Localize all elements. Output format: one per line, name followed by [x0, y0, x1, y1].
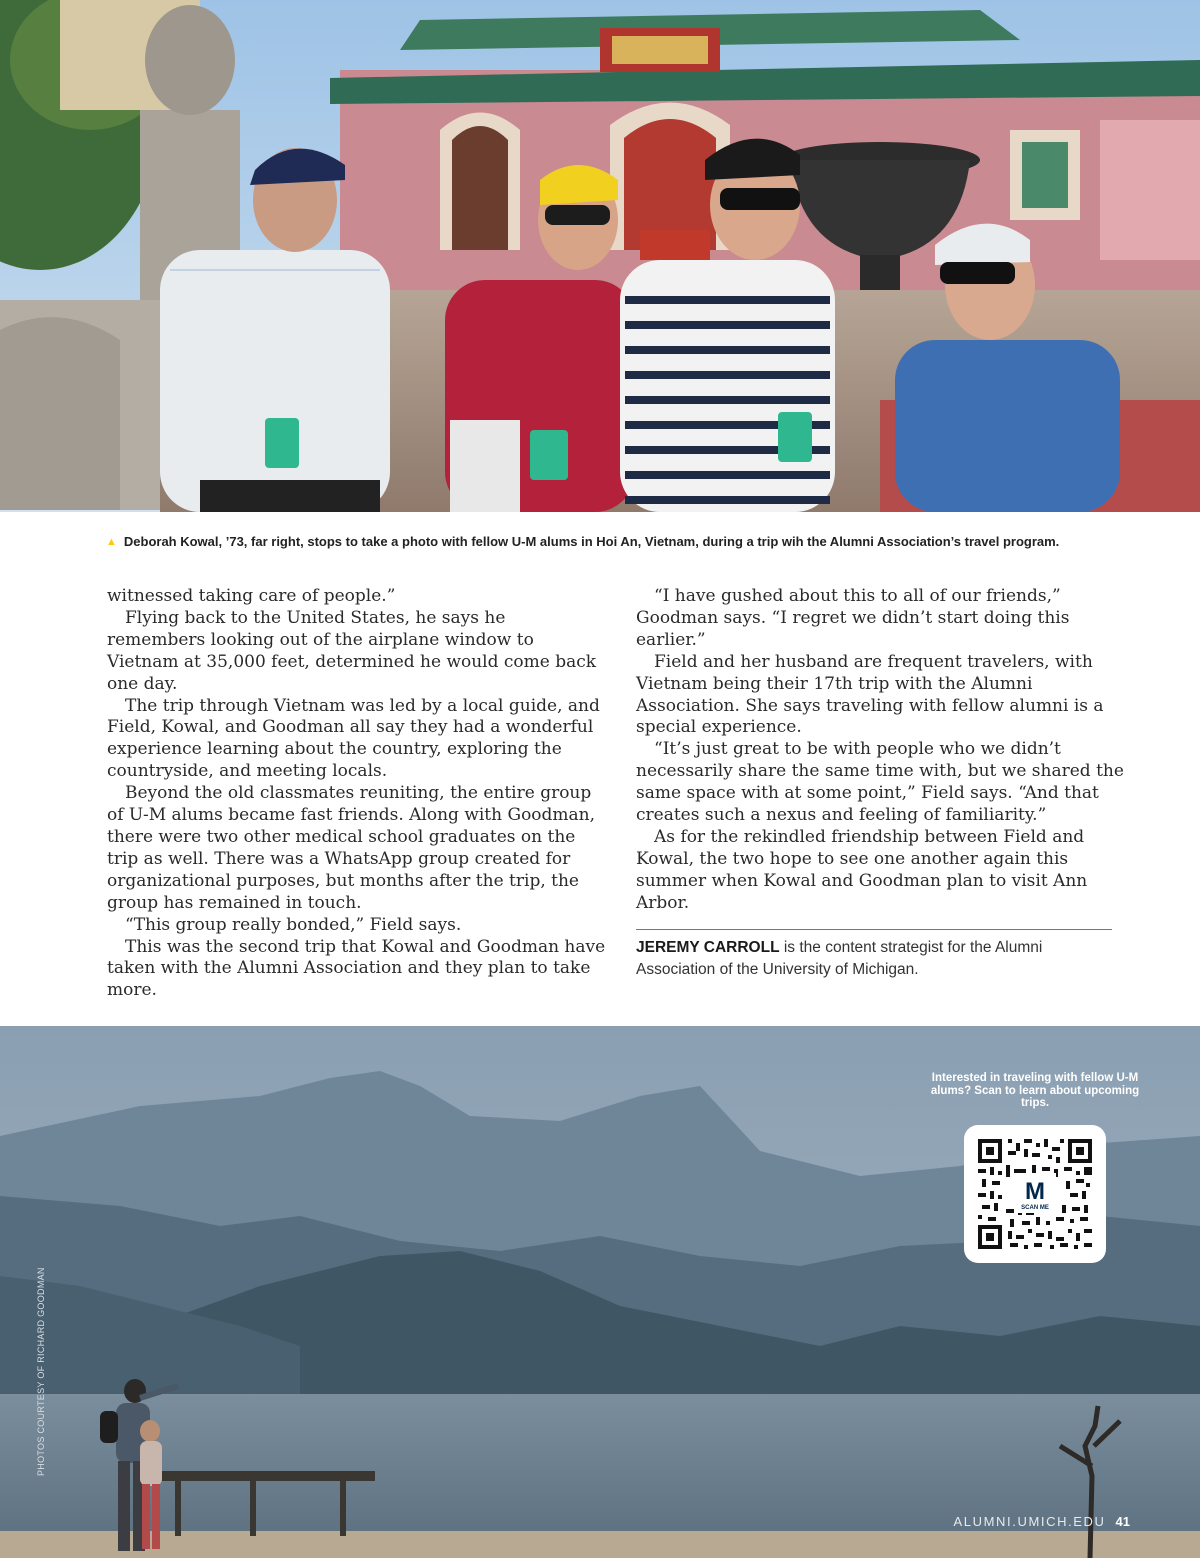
- article-paragraph: As for the rekindled friendship between Field and Kowal, the two hope to see one another again this summer when Kowal and Goodman plan to visit Ann Arbor.: [636, 826, 1088, 913]
- article-paragraph: The trip through Vietnam was led by a local guide, and Field, Kowal, and Goodman all say they had a wonderful experience learning about the country, exploring the countryside, and meeting locals.: [107, 695, 600, 782]
- qr-code-card[interactable]: [964, 1125, 1106, 1263]
- caption-triangle-icon: ▲: [106, 536, 117, 548]
- footer-site: ALUMNI.UMICH.EDU: [953, 1514, 1106, 1529]
- page-footer: [954, 1514, 1130, 1529]
- article-paragraph: Flying back to the United States, he says he remembers looking out of the airplane window to Vietnam at 35,000 feet, determined he would come back one day.: [107, 607, 597, 694]
- author-name: JEREMY CARROLL: [636, 939, 780, 956]
- qr-scan-label: SCAN ME: [1021, 1205, 1049, 1211]
- article-paragraph: Field and her husband are frequent travelers, with Vietnam being their 17th trip with the Alumni Association. She says traveling with fellow alumni is a special experience.: [636, 651, 1104, 738]
- page-number: 41: [1115, 1514, 1130, 1529]
- photo-caption: [106, 534, 1116, 549]
- article-paragraph: Beyond the old classmates reuniting, the entire group of U-M alums became fast friends. Along with Goodman, there were two other medical school graduates on the trip as well. There was a WhatsApp group created for organizational purposes, but months after the trip, the group has remained in touch.: [107, 783, 596, 913]
- article-paragraph: “This group really bonded,” Field says.: [125, 914, 462, 935]
- article-paragraph: “It’s just great to be with people who we didn’t necessarily share the same time with, but we shared the same space with at some point,” Field says. “And that creates such a nexus and feeling of familiarity.”: [636, 739, 1124, 826]
- author-bio-text: is the content strategist for the Alumni Association of the University of Michigan.: [636, 939, 1043, 978]
- article-column-right: [636, 586, 1136, 915]
- qr-code-icon: [976, 1137, 1094, 1251]
- article-paragraph: This was the second trip that Kowal and Goodman have taken with the Alumni Association and they plan to take more.: [107, 936, 606, 1001]
- promo-text: Interested in traveling with fellow U-M alums? Scan to learn about upcoming trips.: [930, 1072, 1140, 1109]
- article-paragraph: witnessed taking care of people.”: [107, 586, 396, 606]
- article-column-left: [107, 586, 607, 1002]
- author-bio: [636, 937, 1112, 981]
- top-photo-hoi-an-temple: [0, 0, 1200, 512]
- group-photo-illustration: [0, 0, 1200, 512]
- article-paragraph: “I have gushed about this to all of our friends,” Goodman says. “I regret we didn’t start doing this earlier.”: [636, 586, 1070, 650]
- photo-credit: PHOTOS COURTESY OF RICHARD GOODMAN: [36, 1267, 46, 1476]
- bio-divider: [636, 929, 1112, 930]
- qr-center-letter: M: [1025, 1178, 1045, 1205]
- caption-text: Deborah Kowal, ’73, far right, stops to take a photo with fellow U-M alums in Hoi An, Vietnam, during a trip wih the Alumni Association’s travel program.: [123, 534, 1060, 549]
